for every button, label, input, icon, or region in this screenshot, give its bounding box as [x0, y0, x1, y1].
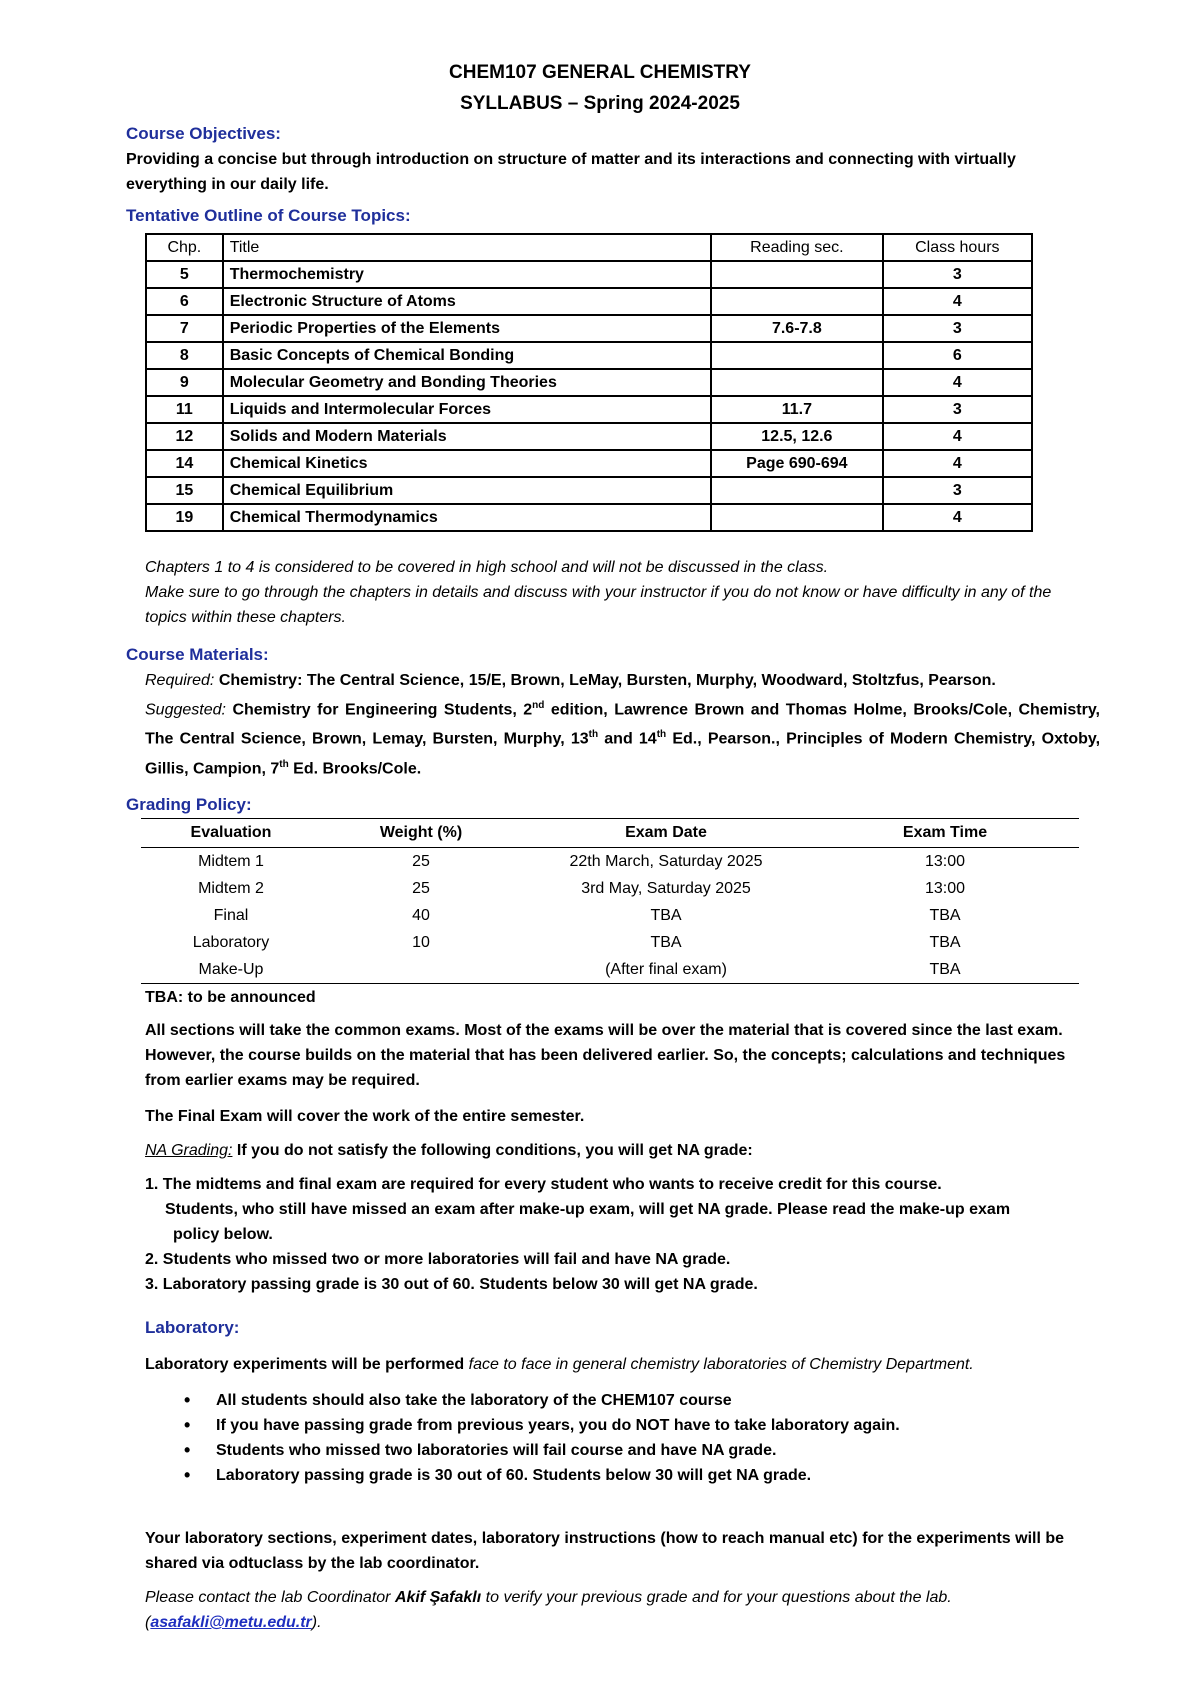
reading-section: [711, 369, 883, 396]
required-label: Required:: [145, 672, 215, 689]
col-title: Title: [223, 234, 711, 261]
exam-date: TBA: [650, 933, 682, 951]
laboratory-intro-text: Laboratory experiments will be performed: [145, 1356, 469, 1373]
exam-date: (After final exam): [521, 956, 811, 984]
table-row: [146, 261, 1032, 288]
materials-suggested: [145, 693, 1100, 781]
condition-1: 1. The midtems and final exam are required for every student who wants to receive credit for this course.: [145, 1176, 942, 1193]
suggested-text: Ed., Pearson., Principles of Modern Chemistry, Oxtoby, Gillis, Campion, 7: [145, 730, 1101, 777]
chapter-title: Molecular Geometry and Bonding Theories: [223, 369, 711, 396]
col-exam-time: Exam Time: [811, 819, 1079, 848]
list-item: • Laboratory passing grade is 30 out of 60. Students below 30 will get NA grade.: [176, 1463, 900, 1488]
evaluation: Final: [213, 906, 249, 924]
table-row: [141, 956, 1079, 984]
chapter-number: 11: [146, 396, 223, 423]
reading-section: [711, 342, 883, 369]
condition-2: 2. Students who missed two or more laboratories will fail and have NA grade.: [145, 1251, 731, 1268]
table-row: [141, 848, 1079, 876]
contact-coordinator: [145, 1585, 1100, 1635]
laboratory-bullets: [176, 1388, 900, 1488]
table-row: [141, 875, 1079, 902]
condition-3: 3. Laboratory passing grade is 30 out of 60. Students below 30 will get NA grade.: [145, 1276, 758, 1293]
contact-paren: ).: [311, 1614, 322, 1631]
laboratory-heading: Laboratory:: [145, 1318, 240, 1337]
suggested-text: and 14: [598, 730, 657, 748]
chapter-title: Thermochemistry: [223, 261, 711, 288]
reading-section: [711, 504, 883, 531]
class-hours: 4: [883, 369, 1032, 396]
table-row: [146, 342, 1032, 369]
coordinator-name: Akif Şafaklı: [394, 1589, 482, 1606]
contact-paren: (: [145, 1614, 151, 1631]
list-item: • All students should also take the laboratory of the CHEM107 course: [176, 1388, 900, 1413]
weight: 25: [412, 879, 430, 897]
chapter-title: Chemical Thermodynamics: [223, 504, 711, 531]
evaluation: Make-Up: [141, 956, 321, 984]
document-title: CHEM107 GENERAL CHEMISTRY: [449, 62, 751, 83]
topics-header-row: [146, 234, 1032, 261]
table-row: [146, 396, 1032, 423]
table-row: [141, 902, 1079, 929]
class-hours: 4: [883, 423, 1032, 450]
chapter-title: Solids and Modern Materials: [223, 423, 711, 450]
coordinator-email-link[interactable]: asafakli@metu.edu.tr: [150, 1614, 312, 1631]
suggested-label: Suggested:: [145, 701, 226, 719]
chapter-title: Periodic Properties of the Elements: [223, 315, 711, 342]
chapter-title: Liquids and Intermolecular Forces: [223, 396, 711, 423]
weight: 25: [412, 852, 430, 870]
suggested-text: edition, Lawrence Brown and Thomas Holme, Brooks/Cole, Chemistry, The Central Science, Brown, Lemay, Bursten, Murphy, 13: [145, 701, 1100, 748]
exam-time: TBA: [811, 956, 1079, 984]
superscript: th: [279, 758, 289, 770]
class-hours: 3: [883, 396, 1032, 423]
col-hours: Class hours: [883, 234, 1032, 261]
reading-section: 7.6-7.8: [711, 315, 883, 342]
na-grading-text: If you do not satisfy the following conditions, you will get NA grade:: [232, 1142, 753, 1159]
chapter-number: 5: [146, 261, 223, 288]
required-text: Chemistry: The Central Science, 15/E, Brown, LeMay, Bursten, Murphy, Woodward, Stoltzfus, Pearson.: [218, 672, 996, 689]
col-evaluation: Evaluation: [141, 819, 321, 848]
chapter-number: 7: [146, 315, 223, 342]
exam-date: 22th March, Saturday 2025: [569, 852, 763, 870]
exam-time: 13:00: [924, 879, 966, 897]
class-hours: 3: [883, 315, 1032, 342]
evaluation: Midtem 2: [198, 879, 264, 897]
table-row: [146, 315, 1032, 342]
outline-heading: Tentative Outline of Course Topics:: [126, 206, 411, 225]
weight: [321, 956, 521, 984]
materials-heading: Course Materials:: [126, 645, 269, 664]
superscript: th: [588, 729, 599, 741]
suggested-text: Ed. Brooks/Cole.: [288, 759, 422, 777]
grading-header-row: [141, 819, 1079, 848]
table-row: [146, 288, 1032, 315]
condition-1-cont2: policy below.: [173, 1226, 273, 1243]
outline-note-1: Chapters 1 to 4 is considered to be covered in high school and will not be discussed in the class.: [145, 559, 829, 576]
na-grading: [145, 1138, 1120, 1163]
table-row: [146, 450, 1032, 477]
list-item: • If you have passing grade from previous years, you do NOT have to take laboratory again.: [176, 1413, 900, 1438]
col-weight: Weight (%): [321, 819, 521, 848]
chapter-title: Electronic Structure of Atoms: [223, 288, 711, 315]
document-subtitle: SYLLABUS – Spring 2024-2025: [460, 93, 740, 114]
table-row: [141, 929, 1079, 956]
exam-time: 13:00: [924, 852, 966, 870]
table-row: [146, 369, 1032, 396]
exam-time: TBA: [929, 906, 961, 924]
col-reading: Reading sec.: [711, 234, 883, 261]
grading-paragraph-1: All sections will take the common exams. Most of the exams will be over the material that is covered since the last exam. However, the course builds on the material that has been delivered earlier. So, the concepts; calculations and techniques from earlier exams may be required.: [145, 1022, 1066, 1089]
exam-date: TBA: [650, 906, 682, 924]
chapter-title: Chemical Kinetics: [223, 450, 711, 477]
exam-time: TBA: [929, 933, 961, 951]
class-hours: 4: [883, 504, 1032, 531]
chapter-number: 9: [146, 369, 223, 396]
chapter-number: 8: [146, 342, 223, 369]
list-item: • Students who missed two laboratories will fail course and have NA grade.: [176, 1438, 900, 1463]
chapter-number: 12: [146, 423, 223, 450]
reading-section: [711, 477, 883, 504]
table-row: [146, 423, 1032, 450]
superscript: th: [656, 729, 667, 741]
outline-note-2: Make sure to go through the chapters in details and discuss with your instructor if you do not know or have difficulty in any of the topics within these chapters.: [145, 584, 1052, 626]
chapter-number: 15: [146, 477, 223, 504]
table-row: [146, 504, 1032, 531]
laboratory-sections-text: Your laboratory sections, experiment dates, laboratory instructions (how to reach manual etc) for the experiments will be shared via odtuclass by the lab coordinator.: [145, 1530, 1065, 1572]
grading-paragraph-2: The Final Exam will cover the work of the entire semester.: [145, 1108, 585, 1125]
weight: 40: [412, 906, 430, 924]
materials-required: [145, 668, 1100, 693]
evaluation: Midtem 1: [198, 852, 264, 870]
exam-date: 3rd May, Saturday 2025: [581, 879, 751, 897]
class-hours: 3: [883, 261, 1032, 288]
col-exam-date: Exam Date: [521, 819, 811, 848]
class-hours: 4: [883, 450, 1032, 477]
condition-1-cont: Students, who still have missed an exam after make-up exam, will get NA grade. Please read the make-up exam: [165, 1201, 1011, 1218]
chapter-number: 19: [146, 504, 223, 531]
superscript: nd: [532, 700, 545, 711]
class-hours: 6: [883, 342, 1032, 369]
chapter-number: 14: [146, 450, 223, 477]
reading-section: [711, 288, 883, 315]
laboratory-intro-italic: face to face in general chemistry laboratories of Chemistry Department.: [468, 1356, 974, 1373]
weight: 10: [412, 933, 430, 951]
reading-section: 11.7: [711, 396, 883, 423]
chapter-title: Chemical Equilibrium: [223, 477, 711, 504]
grading-table: [141, 818, 1079, 984]
grading-heading: Grading Policy:: [126, 795, 252, 814]
chapter-title: Basic Concepts of Chemical Bonding: [223, 342, 711, 369]
class-hours: 3: [883, 477, 1032, 504]
class-hours: 4: [883, 288, 1032, 315]
contact-text: to verify your previous grade and for your questions about the lab.: [481, 1589, 952, 1606]
reading-section: 12.5, 12.6: [711, 423, 883, 450]
contact-text: Please contact the lab Coordinator: [145, 1589, 395, 1606]
objectives-text: Providing a concise but through introduction on structure of matter and its interactions and connecting with virtually everything in our daily life.: [126, 151, 1016, 193]
objectives-heading: Course Objectives:: [126, 124, 281, 143]
topics-table: [145, 233, 1033, 532]
table-row: [146, 477, 1032, 504]
evaluation: Laboratory: [192, 933, 270, 951]
reading-section: [711, 261, 883, 288]
chapter-number: 6: [146, 288, 223, 315]
col-chp: Chp.: [146, 234, 223, 261]
na-grading-label: NA Grading:: [145, 1142, 233, 1159]
suggested-text: Chemistry for Engineering Students, 2: [232, 701, 533, 719]
reading-section: Page 690-694: [711, 450, 883, 477]
tba-note: TBA: to be announced: [145, 989, 316, 1006]
laboratory-intro: [145, 1352, 1120, 1377]
